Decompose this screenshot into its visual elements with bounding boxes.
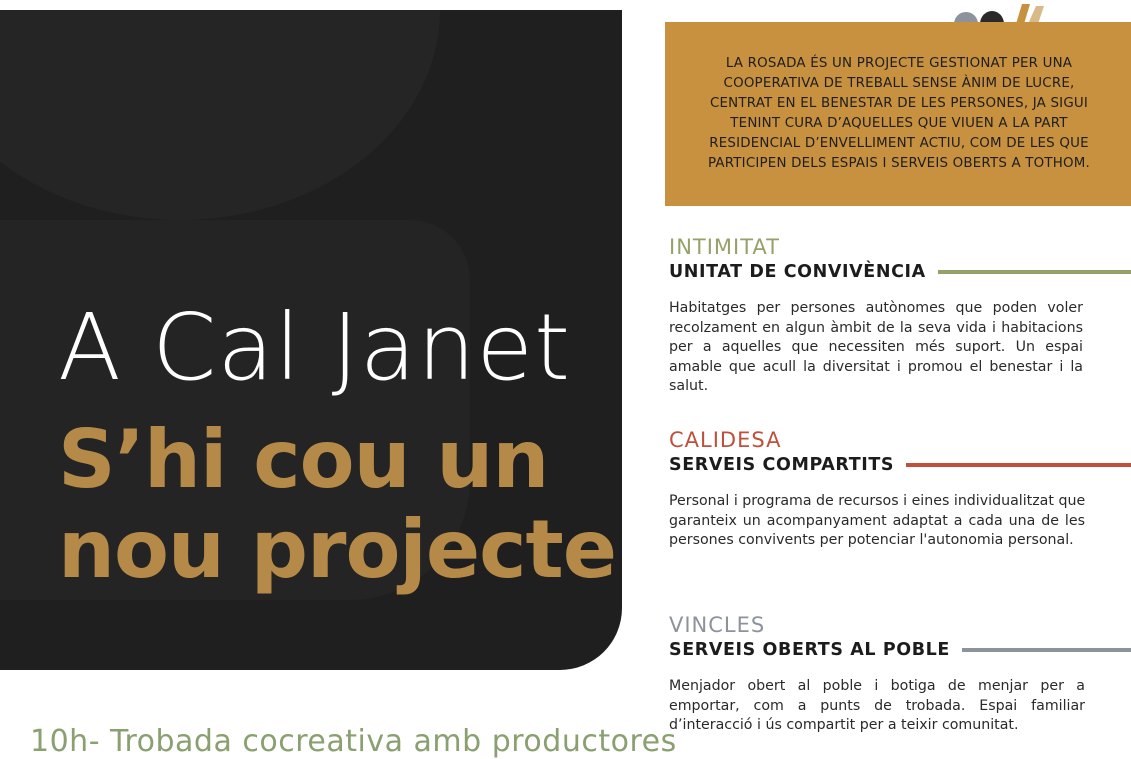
section-divider [938,270,1131,274]
body-line: Habitatges per persones autònomes que poden voler [669,300,1083,316]
section-vincles [669,613,1131,736]
section-body [669,299,1083,397]
body-line: amable que acull la diversitat i promou el benestar i la [669,358,1083,375]
intro-box [665,22,1131,206]
intro-line: PARTICIPEN DELS ESPAIS I SERVEIS OBERTS A TOTHOM. [707,156,1091,171]
body-line: per a aquelles que necessiten més suport. Un espai [669,339,1083,355]
section-kicker: CALIDESA [669,428,782,452]
body-line: garanteix un acompanyament adaptat a cada una de les [669,512,1085,529]
decorative-circle [0,10,440,220]
intro-line: COOPERATIVA DE TREBALL SENSE ÀNIM DE LUCRE, [723,76,1075,91]
section-heading: SERVEIS COMPARTITS [669,455,895,475]
subtitle-line: nou projecte [58,503,616,596]
section-heading: SERVEIS OBERTS AL POBLE [669,640,950,660]
body-line: Personal i programa de recursos i eines individualitzat que [669,493,1086,509]
subtitle-line: S’hi cou un [58,413,549,506]
event-time-text: 10h- Trobada cocreativa amb productores [30,724,677,759]
section-divider [962,648,1131,652]
section-body [669,677,1085,736]
body-line: recolzament en algun àmbit de la seva vida i habitacions [669,319,1083,336]
intro-line: RESIDENCIAL D’ENVELLIMENT ACTIU, COM DE LES QUE [709,136,1089,151]
section-heading: UNITAT DE CONVIVÈNCIA [669,262,926,282]
section-kicker: VINCLES [669,613,766,637]
section-heading-row [669,640,1131,660]
body-line: d’interacció i ús compartit per a teixir comunitat. [669,717,1019,733]
section-calidesa [669,428,1131,551]
body-line: Menjador obert al poble i botiga de menjar per a [669,678,1085,694]
section-kicker: INTIMITAT [669,235,780,259]
poster-subtitle [58,413,616,600]
body-line: salut. [669,378,709,394]
body-line: persones convivents per potenciar l'autonomia personal. [669,532,1074,548]
section-divider [906,463,1131,467]
section-heading-row [669,455,1131,475]
section-body [669,492,1085,551]
intro-line: CENTRAT EN EL BENESTAR DE LES PERSONES, JA SIGUI [709,96,1089,111]
body-line: emportar, com a punts de trobada. Espai familiar [669,697,1085,714]
section-heading-row [669,262,1131,282]
intro-line: TENINT CURA D’AQUELLES QUE VIUEN A LA PART [730,116,1068,131]
la-rosada-logo-icon [950,0,1050,24]
intro-line: LA ROSADA ÉS UN PROJECTE GESTIONAT PER UNA [725,56,1073,71]
poster-title: A Cal Janet [58,294,572,401]
section-intimitat [669,235,1131,397]
